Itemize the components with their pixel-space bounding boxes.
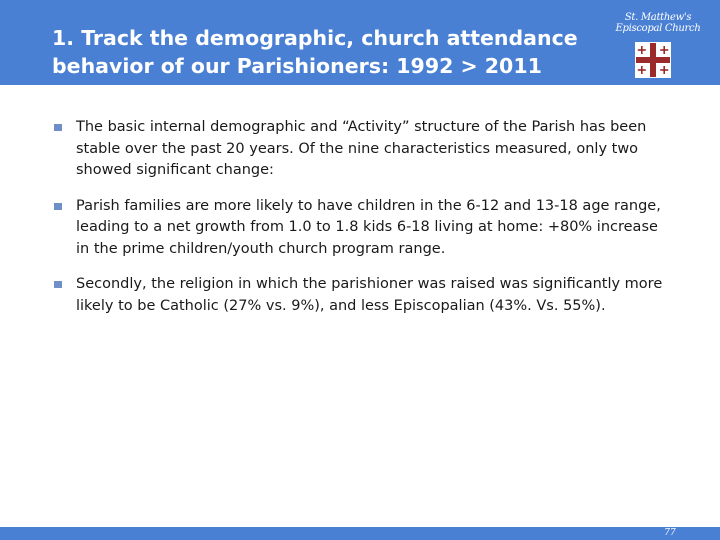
bullet-text: Parish families are more likely to have children in the 6-12 and 13-18 age range, leading to a net growth from 1.0 to 1.8 kids 6-18 living at home: +80% increase in the prime children/youth church program range. [76,197,661,257]
footer-band [0,527,720,540]
bullet-item [52,274,672,317]
church-logo [608,12,708,80]
bullet-item [52,196,672,261]
church-name-line-1: St. Matthew's [624,12,692,23]
slide-title [52,24,612,80]
bullet-square-icon [54,124,62,131]
bullet-list [52,117,672,331]
page-number: 77 [664,528,676,538]
cross-icon [635,42,671,78]
church-name-line-2: Episcopal Church [615,23,701,34]
bullet-text: Secondly, the religion in which the parishioner was raised was significantly more likely to be Catholic (27% vs. 9%), and less Episcopalian (43%. Vs. 55%). [76,276,663,314]
church-name [608,12,708,34]
bullet-item [52,117,672,182]
slide-title-line-1: 1. Track the demographic, church attendance [52,26,578,50]
bullet-text: The basic internal demographic and “Activity” structure of the Parish has been stable over the past 20 years. Of the nine characteristics measured, only two showed significant change: [76,119,647,178]
bullet-square-icon [54,203,62,210]
slide-title-line-2: behavior of our Parishioners: 1992 > 2011 [52,54,542,78]
bullet-square-icon [54,281,62,288]
